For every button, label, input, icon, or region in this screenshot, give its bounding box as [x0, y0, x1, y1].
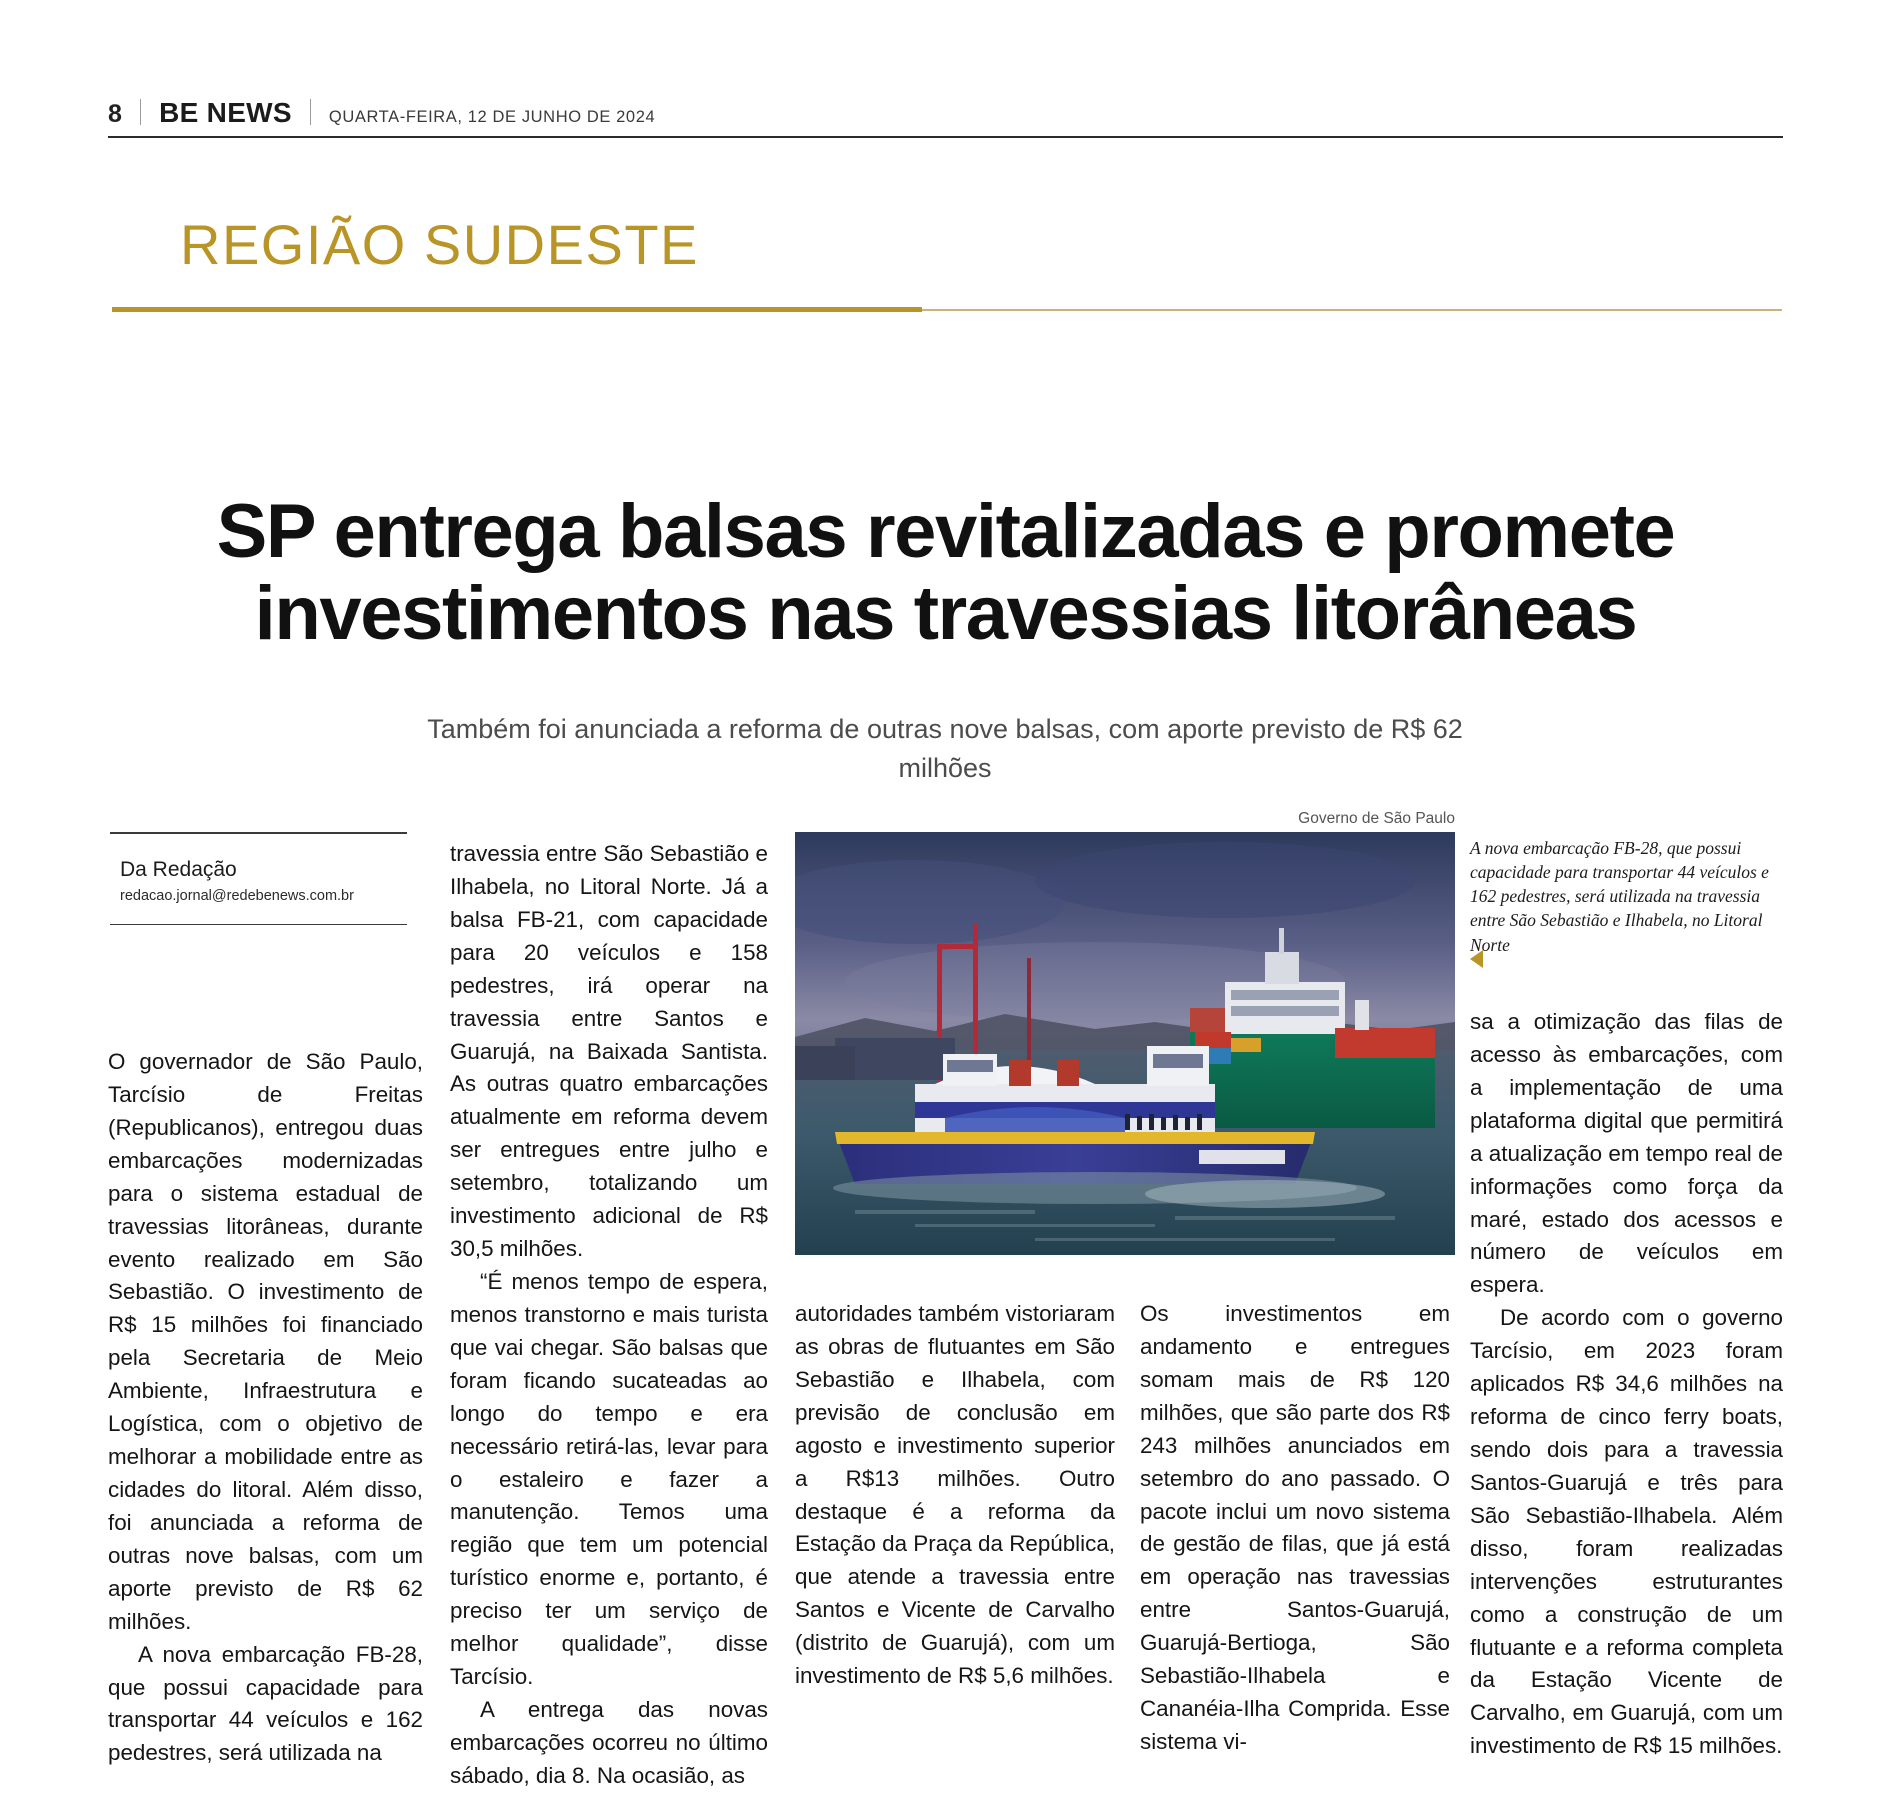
section-title: REGIÃO SUDESTE — [180, 213, 699, 276]
caption-pointer-icon — [1470, 950, 1483, 968]
issue-dateline: QUARTA-FEIRA, 12 DE JUNHO DE 2024 — [328, 108, 656, 126]
body-column-5 — [1470, 1006, 1783, 1763]
section-rule-secondary — [922, 309, 1782, 311]
paragraph: O governador de São Paulo, Tarcísio de Freitas (Republicanos), entregou duas embarcações modernizadas para o sistema estadual de travessias litorâneas, durante evento realizado em São Sebastião. O investimento de R$ 15 milhões foi financiado pela Secretaria de Meio Ambiente, Infraestrutura e Logística, com o objetivo de melhorar a mobilidade entre as cidades do litoral. Além disso, foi anunciada a reforma de outras nove balsas, com um aporte previsto de R$ 62 milhões. — [108, 1049, 423, 1634]
body-column-4 — [1140, 1298, 1450, 1759]
paragraph: A nova embarcação FB-28, que possui capacidade para transportar 44 veículos e 162 pedestres, será utilizada na — [108, 1641, 423, 1766]
paragraph: travessia entre São Sebastião e Ilhabela, no Litoral Norte. Já a balsa FB-21, com capacidade para 20 veículos e 158 pedestres, irá operar na travessia entre Santos e Guarujá, na Baixada Santista. As outras quatro embarcações atualmente em reforma devem ser entregues entre julho e setembro, totalizando um investimento adicional de R$ 30,5 milhões. — [450, 841, 768, 1262]
paragraph: autoridades também vistoriaram as obras de flutuantes em São Sebastião e Ilhabela, com previsão de conclusão em agosto e investimento superior a R$13 milhões. Outro destaque é a reforma da Estação da Praça da República, que atende a travessia entre Santos e Vicente de Carvalho (distrito de Guarujá), com um investimento de R$ 5,6 milhões. — [795, 1301, 1115, 1689]
byline-email[interactable]: redacao.jornal@redebenews.com.br — [120, 887, 354, 904]
photo-credit: Governo de São Paulo — [1298, 810, 1455, 827]
paragraph: De acordo com o governo Tarcísio, em 2023 foram aplicados R$ 34,6 milhões na reforma de cinco ferry boats, sendo dois para a travessia Santos-Guarujá e três para São Sebastião-Ilhabela. Além disso, foram realizadas intervenções estruturantes como a construção de um flutuante e a reforma completa da Estação Vicente de Carvalho, em Guarujá, com um investimento de R$ 15 milhões. — [1470, 1305, 1783, 1759]
page-folio: 8 — [108, 100, 123, 128]
body-column-1 — [108, 1046, 423, 1770]
masthead-divider-1 — [140, 99, 141, 125]
paragraph: A entrega das novas embarcações ocorreu no último sábado, dia 8. Na ocasião, as — [450, 1696, 768, 1788]
photo-caption: A nova embarcação FB-28, que possui capacidade para transportar 44 veículos e 162 pedestres, será utilizada na travessia entre São Sebastião e Ilhabela, no Litoral Norte — [1470, 838, 1769, 955]
article-subhead: Também foi anunciada a reforma de outras nove balsas, com aporte previsto de R$ 62 milhões — [427, 714, 1463, 784]
paragraph: sa a otimização das filas de acesso às embarcações, com a implementação de uma plataforma digital que permitirá a atualização em tempo real de informações como força da maré, estado dos acessos e número de veículos em espera. — [1470, 1009, 1783, 1298]
body-column-2 — [450, 838, 768, 1793]
masthead-divider-2 — [310, 99, 311, 125]
masthead — [108, 96, 1783, 129]
paragraph: “É menos tempo de espera, menos transtorno e mais turista que vai chegar. São balsas que foram ficando sucateadas ao longo do tempo e era necessário retirá-las, levar para o estaleiro e fazer a manutenção. Temos uma região que tem um potencial turístico enorme e, portanto, é preciso ter um serviço de melhor qualidade”, disse Tarcísio. — [450, 1268, 768, 1690]
byline-rule-bottom — [110, 924, 407, 926]
article-photo — [795, 832, 1455, 1255]
byline-block — [110, 832, 407, 925]
masthead-rule — [108, 136, 1783, 138]
ferry-photo-illustration — [795, 832, 1455, 1255]
publication-name: BE NEWS — [159, 97, 292, 128]
byline-author: Da Redação — [120, 857, 237, 881]
body-column-3 — [795, 1298, 1115, 1693]
article-headline: SP entrega balsas revitalizadas e promete investimentos nas travessias litorâneas — [216, 488, 1675, 656]
section-rule-primary — [112, 307, 922, 312]
paragraph: Os investimentos em andamento e entregues somam mais de R$ 120 milhões, que são parte dos R$ 243 milhões anunciados em setembro do ano passado. O pacote inclui um novo sistema de gestão de filas, que já está em operação nas travessias entre Santos-Guarujá, Guarujá-Bertioga, São Sebastião-Ilhabela e Cananéia-Ilha Comprida. Esse sistema vi- — [1140, 1301, 1450, 1754]
